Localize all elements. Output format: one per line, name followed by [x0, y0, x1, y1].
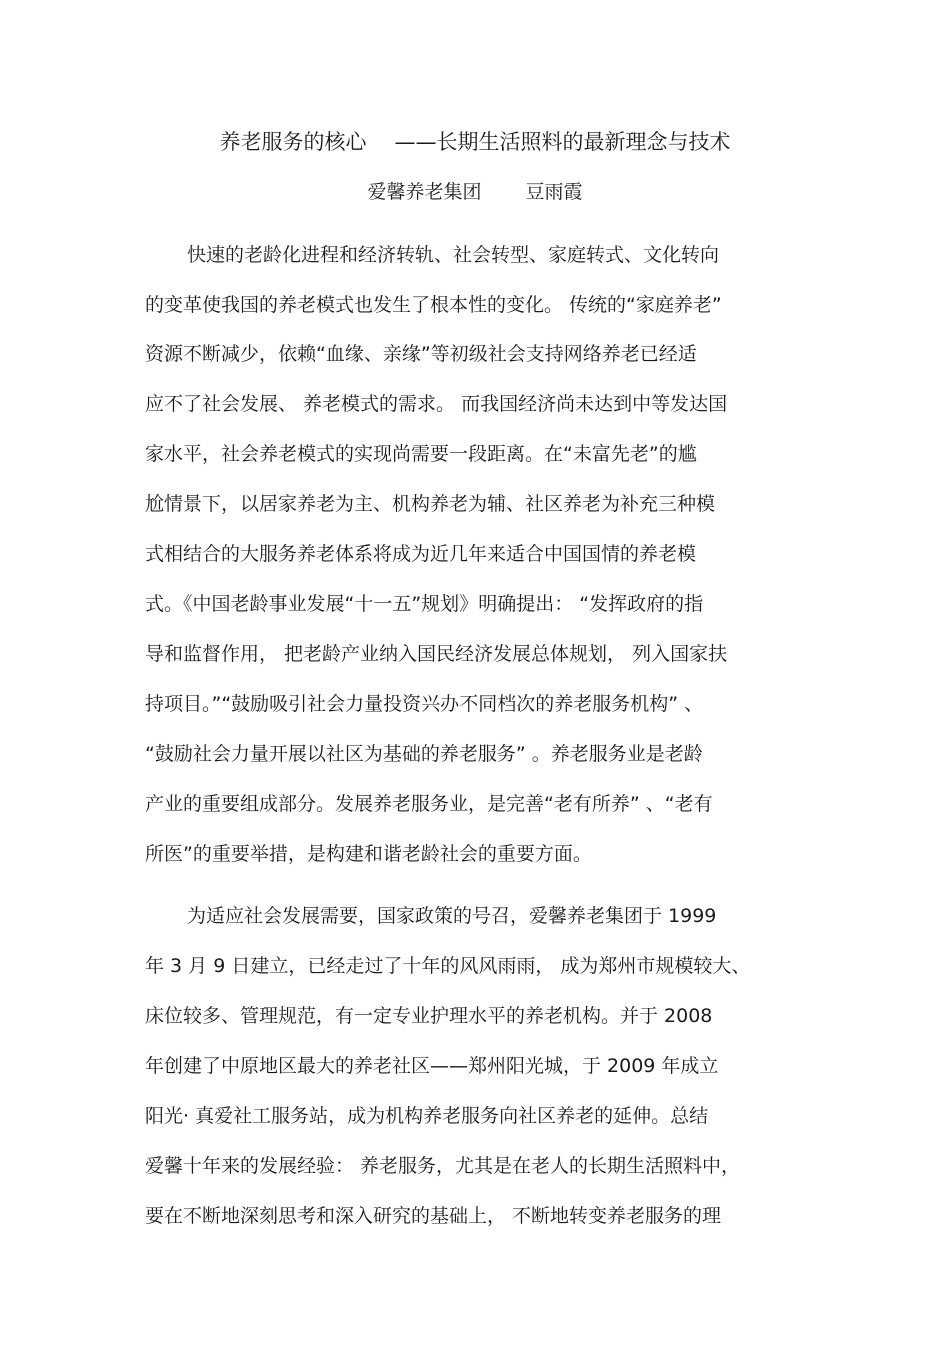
paragraph-2-line-2: 年 3 月 9 日建立，已经走过了十年的风风雨雨， 成为郑州市规模较大、 [145, 955, 751, 977]
paragraph-2-line-3: 床位较多、管理规范，有一定专业护理水平的养老机构。并于 2008 [145, 1005, 713, 1027]
paragraph-2-line-5: 阳光· 真爱社工服务站，成为机构养老服务向社区养老的延伸。总结 [145, 1105, 709, 1127]
paragraph-1-line-10: 持项目。”“鼓励吸引社会力量投资兴办不同档次的养老服务机构” 、 [145, 693, 704, 715]
author-byline [0, 176, 950, 208]
paragraph-1-line-12: 产业的重要组成部分。发展养老服务业，是完善“老有所养” 、“老有 [145, 793, 713, 815]
author-name: 豆雨霞 [525, 181, 583, 203]
paragraph-1-line-9: 导和监督作用， 把老龄产业纳入国民经济发展总体规划， 列入国家扶 [145, 643, 728, 665]
title-main: 养老服务的核心 [219, 130, 367, 154]
title-subtitle: ——长期生活照料的最新理念与技术 [394, 130, 731, 154]
author-organization: 爱馨养老集团 [367, 181, 482, 203]
paragraph-1-line-8: 式。《中国老龄事业发展“十一五”规划》明确提出： “发挥政府的指 [145, 593, 704, 615]
paragraph-1-line-11: “鼓励社会力量开展以社区为基础的养老服务” 。养老服务业是老龄 [145, 743, 703, 765]
paragraph-1-line-2: 的变革使我国的养老模式也发生了根本性的变化。 传统的“家庭养老” [145, 294, 722, 316]
paragraph-2-line-1: 为适应社会发展需要，国家政策的号召，爱馨养老集团于 1999 [187, 905, 717, 927]
paragraph-1-line-5: 家水平，社会养老模式的实现尚需要一段距离。在“未富先老”的尴 [145, 443, 697, 465]
document-title [0, 126, 950, 158]
paragraph-1-line-1: 快速的老龄化进程和经济转轨、社会转型、家庭转式、文化转向 [187, 244, 720, 266]
paragraph-1-line-3: 资源不断减少，依赖“血缘、亲缘”等初级社会支持网络养老已经适 [145, 343, 697, 365]
paragraph-2-line-4: 年创建了中原地区最大的养老社区——郑州阳光城，于 2009 年成立 [145, 1055, 719, 1077]
paragraph-2-line-7: 要在不断地深刻思考和深入研究的基础上， 不断地转变养老服务的理 [145, 1205, 722, 1227]
paragraph-1-line-6: 尬情景下，以居家养老为主、机构养老为辅、社区养老为补充三种模 [145, 493, 716, 515]
paragraph-1-line-7: 式相结合的大服务养老体系将成为近几年来适合中国国情的养老模 [145, 543, 697, 565]
paragraph-1-line-4: 应不了社会发展、 养老模式的需求。 而我国经济尚未达到中等发达国 [145, 393, 728, 415]
paragraph-1-line-13: 所医”的重要举措，是构建和谐老龄社会的重要方面。 [145, 843, 592, 865]
paragraph-2-line-6: 爱馨十年来的发展经验： 养老服务，尤其是在老人的长期生活照料中， [145, 1155, 741, 1177]
